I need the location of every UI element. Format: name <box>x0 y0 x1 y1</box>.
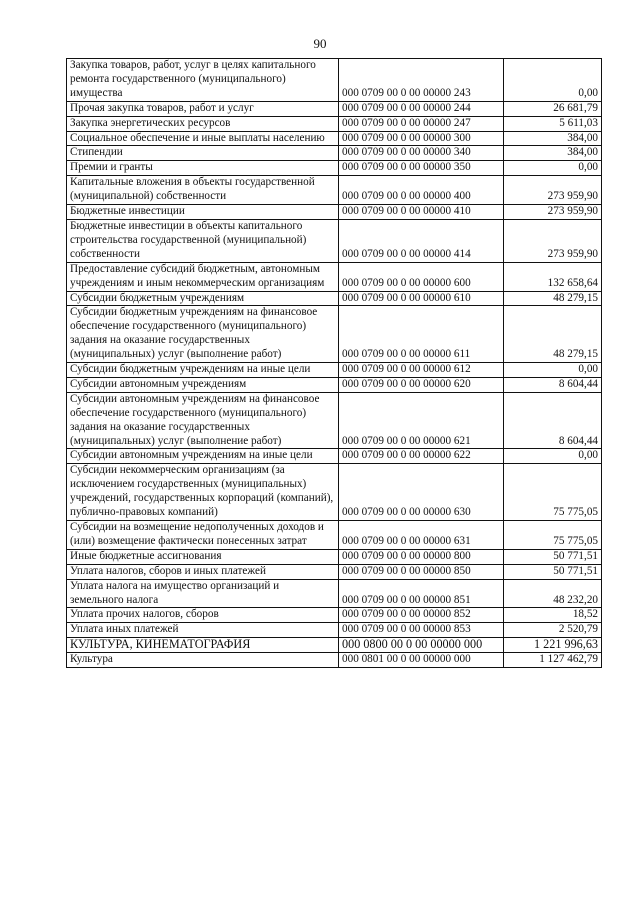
row-code: 000 0709 00 0 00 00000 600 <box>339 262 504 291</box>
table-row <box>67 564 602 579</box>
row-code: 000 0709 00 0 00 00000 612 <box>339 363 504 378</box>
row-name: КУЛЬТУРА, КИНЕМАТОГРАФИЯ <box>67 638 339 653</box>
row-amount: 48 279,15 <box>504 306 602 363</box>
table-row <box>67 131 602 146</box>
row-name: Уплата иных платежей <box>67 623 339 638</box>
table-row <box>67 521 602 550</box>
table-row <box>67 205 602 220</box>
row-code: 000 0709 00 0 00 00000 853 <box>339 623 504 638</box>
row-name: Культура <box>67 653 339 668</box>
row-code: 000 0709 00 0 00 00000 630 <box>339 464 504 521</box>
row-amount: 1 127 462,79 <box>504 653 602 668</box>
page-number: 90 <box>313 36 327 51</box>
row-name: Премии и гранты <box>67 161 339 176</box>
row-code: 000 0709 00 0 00 00000 620 <box>339 377 504 392</box>
table-row-section <box>67 638 602 653</box>
table-row <box>67 101 602 116</box>
row-name: Прочая закупка товаров, работ и услуг <box>67 101 339 116</box>
table-row <box>67 392 602 449</box>
row-name: Закупка энергетических ресурсов <box>67 116 339 131</box>
row-name: Бюджетные инвестиции <box>67 205 339 220</box>
row-name: Социальное обеспечение и иные выплаты населению <box>67 131 339 146</box>
table-row <box>67 161 602 176</box>
row-code: 000 0709 00 0 00 00000 621 <box>339 392 504 449</box>
row-code: 000 0709 00 0 00 00000 851 <box>339 579 504 608</box>
row-name: Субсидии автономным учреждениям <box>67 377 339 392</box>
row-amount: 18,52 <box>504 608 602 623</box>
row-amount: 0,00 <box>504 363 602 378</box>
row-code: 000 0800 00 0 00 00000 000 <box>339 638 504 653</box>
row-amount: 50 771,51 <box>504 564 602 579</box>
row-code: 000 0709 00 0 00 00000 611 <box>339 306 504 363</box>
row-code: 000 0709 00 0 00 00000 414 <box>339 219 504 262</box>
table-row <box>67 291 602 306</box>
row-code: 000 0801 00 0 00 00000 000 <box>339 653 504 668</box>
row-amount: 273 959,90 <box>504 205 602 220</box>
row-amount: 0,00 <box>504 161 602 176</box>
table-row <box>67 306 602 363</box>
row-code: 000 0709 00 0 00 00000 622 <box>339 449 504 464</box>
row-name: Субсидии бюджетным учреждениям на иные цели <box>67 363 339 378</box>
table-row <box>67 579 602 608</box>
table-row <box>67 549 602 564</box>
row-name: Закупка товаров, работ, услуг в целях капитального ремонта государственного (муниципального) имущества <box>67 59 339 102</box>
row-code: 000 0709 00 0 00 00000 850 <box>339 564 504 579</box>
row-amount: 132 658,64 <box>504 262 602 291</box>
row-name: Субсидии бюджетным учреждениям на финансовое обеспечение государственного (муниципального) задания на оказание государственных (муниципальных) услуг (выполнение работ) <box>67 306 339 363</box>
row-amount: 8 604,44 <box>504 377 602 392</box>
row-amount: 8 604,44 <box>504 392 602 449</box>
table-row <box>67 608 602 623</box>
row-name: Субсидии автономным учреждениям на финансовое обеспечение государственного (муниципального) задания на оказание государственных (муниципальных) услуг (выполнение работ) <box>67 392 339 449</box>
row-amount: 273 959,90 <box>504 219 602 262</box>
row-name: Иные бюджетные ассигнования <box>67 549 339 564</box>
row-name: Бюджетные инвестиции в объекты капитального строительства государственной (муниципальной) собственности <box>67 219 339 262</box>
row-amount: 0,00 <box>504 449 602 464</box>
row-name: Субсидии бюджетным учреждениям <box>67 291 339 306</box>
row-amount: 48 279,15 <box>504 291 602 306</box>
row-code: 000 0709 00 0 00 00000 243 <box>339 59 504 102</box>
budget-table-body <box>67 59 602 668</box>
row-code: 000 0709 00 0 00 00000 340 <box>339 146 504 161</box>
row-name: Капитальные вложения в объекты государственной (муниципальной) собственности <box>67 176 339 205</box>
row-name: Субсидии некоммерческим организациям (за исключением государственных (муниципальных) учреждений, государственных корпораций (компаний), публично-правовых компаний) <box>67 464 339 521</box>
row-amount: 50 771,51 <box>504 549 602 564</box>
row-name: Уплата налога на имущество организаций и земельного налога <box>67 579 339 608</box>
row-code: 000 0709 00 0 00 00000 350 <box>339 161 504 176</box>
row-name: Предоставление субсидий бюджетным, автономным учреждениям и иным некоммерческим организациям <box>67 262 339 291</box>
row-amount: 75 775,05 <box>504 464 602 521</box>
budget-table <box>66 58 602 668</box>
row-amount: 273 959,90 <box>504 176 602 205</box>
row-amount: 2 520,79 <box>504 623 602 638</box>
table-row <box>67 262 602 291</box>
row-amount: 75 775,05 <box>504 521 602 550</box>
row-amount: 5 611,03 <box>504 116 602 131</box>
row-name: Субсидии на возмещение недополученных доходов и (или) возмещение фактически понесенных затрат <box>67 521 339 550</box>
row-code: 000 0709 00 0 00 00000 244 <box>339 101 504 116</box>
row-name: Субсидии автономным учреждениям на иные цели <box>67 449 339 464</box>
row-code: 000 0709 00 0 00 00000 800 <box>339 549 504 564</box>
table-row <box>67 146 602 161</box>
row-code: 000 0709 00 0 00 00000 400 <box>339 176 504 205</box>
row-code: 000 0709 00 0 00 00000 852 <box>339 608 504 623</box>
row-code: 000 0709 00 0 00 00000 247 <box>339 116 504 131</box>
row-amount: 0,00 <box>504 59 602 102</box>
row-name: Стипендии <box>67 146 339 161</box>
table-row <box>67 623 602 638</box>
table-row <box>67 116 602 131</box>
table-row <box>67 377 602 392</box>
row-code: 000 0709 00 0 00 00000 300 <box>339 131 504 146</box>
row-amount: 1 221 996,63 <box>504 638 602 653</box>
row-name: Уплата прочих налогов, сборов <box>67 608 339 623</box>
row-code: 000 0709 00 0 00 00000 410 <box>339 205 504 220</box>
row-name: Уплата налогов, сборов и иных платежей <box>67 564 339 579</box>
row-amount: 26 681,79 <box>504 101 602 116</box>
row-amount: 48 232,20 <box>504 579 602 608</box>
table-row <box>67 653 602 668</box>
row-amount: 384,00 <box>504 146 602 161</box>
row-code: 000 0709 00 0 00 00000 610 <box>339 291 504 306</box>
row-amount: 384,00 <box>504 131 602 146</box>
table-row <box>67 449 602 464</box>
table-row <box>67 59 602 102</box>
table-row <box>67 464 602 521</box>
table-row <box>67 363 602 378</box>
table-row <box>67 219 602 262</box>
table-row <box>67 176 602 205</box>
row-code: 000 0709 00 0 00 00000 631 <box>339 521 504 550</box>
